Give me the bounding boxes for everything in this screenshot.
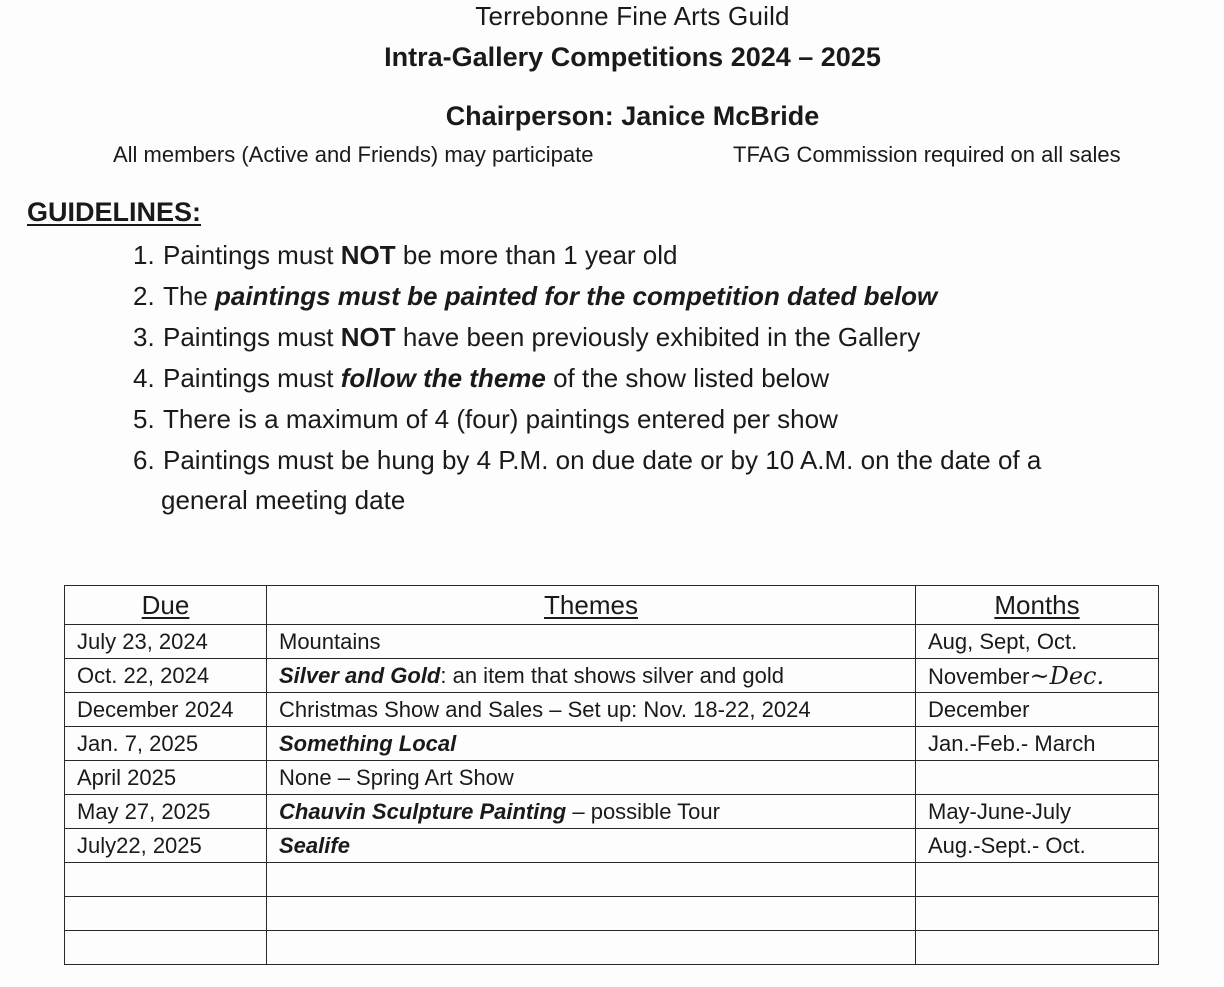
months-cell xyxy=(916,863,1159,897)
guideline-text: of the show listed below xyxy=(545,363,830,393)
guideline-number: 6. xyxy=(133,445,155,475)
due-cell: May 27, 2025 xyxy=(65,795,267,829)
table-row xyxy=(65,693,1159,727)
theme-cell xyxy=(267,795,916,829)
due-cell: December 2024 xyxy=(65,693,267,727)
theme-title: Something Local xyxy=(279,730,457,756)
table-header-row xyxy=(65,586,1159,625)
guideline-emphasis: NOT xyxy=(340,322,396,352)
organization-name: Terrebonne Fine Arts Guild xyxy=(475,1,790,31)
months-cell: Aug, Sept, Oct. xyxy=(916,625,1159,659)
handwritten-annotation: ~Dec. xyxy=(1029,661,1105,690)
theme-title: Chauvin Sculpture Painting xyxy=(279,798,567,824)
table-row xyxy=(65,795,1159,829)
guideline-continuation: general meeting date xyxy=(161,485,406,515)
guideline-item xyxy=(133,238,1041,279)
participation-note: All members (Active and Friends) may participate xyxy=(113,142,594,167)
table-row xyxy=(65,829,1159,863)
theme-cell xyxy=(267,863,916,897)
table-row-empty xyxy=(65,897,1159,931)
table-row-empty xyxy=(65,931,1159,965)
table-row xyxy=(65,727,1159,761)
theme-cell xyxy=(267,761,916,795)
guideline-item xyxy=(133,320,1041,361)
theme-title: Sealife xyxy=(279,832,350,858)
theme-description: None – Spring Art Show xyxy=(279,764,514,790)
theme-description: : an item that shows silver and gold xyxy=(440,662,784,688)
competition-schedule-table xyxy=(64,585,1159,965)
theme-cell xyxy=(267,625,916,659)
table-row xyxy=(65,761,1159,795)
due-cell: July22, 2025 xyxy=(65,829,267,863)
theme-cell xyxy=(267,659,916,693)
guideline-item xyxy=(133,402,1041,443)
theme-cell xyxy=(267,693,916,727)
theme-cell xyxy=(267,897,916,931)
months-cell xyxy=(916,761,1159,795)
chairperson-line: Chairperson: Janice McBride xyxy=(445,101,820,131)
months-cell xyxy=(916,897,1159,931)
guideline-number: 3. xyxy=(133,322,155,352)
guideline-text: Paintings must xyxy=(163,363,341,393)
due-cell xyxy=(65,931,267,965)
guideline-text: Paintings must xyxy=(163,322,341,352)
commission-note: TFAG Commission required on all sales xyxy=(733,142,1121,167)
guideline-text: be more than 1 year old xyxy=(395,240,678,270)
months-cell: Aug.-Sept.- Oct. xyxy=(916,829,1159,863)
document-title: Intra-Gallery Competitions 2024 – 2025 xyxy=(384,42,881,72)
due-cell: Jan. 7, 2025 xyxy=(65,727,267,761)
column-header-months: Months xyxy=(916,586,1159,625)
guidelines-heading: GUIDELINES: xyxy=(27,197,202,227)
months-cell xyxy=(916,659,1159,693)
guideline-text: The xyxy=(163,281,216,311)
guideline-number: 5. xyxy=(133,404,155,434)
due-cell: July 23, 2024 xyxy=(65,625,267,659)
column-header-due: Due xyxy=(65,586,267,625)
theme-description: – possible Tour xyxy=(566,798,720,824)
due-cell: April 2025 xyxy=(65,761,267,795)
theme-cell xyxy=(267,829,916,863)
months-cell: Jan.-Feb.- March xyxy=(916,727,1159,761)
months-cell: May-June-July xyxy=(916,795,1159,829)
guidelines-list xyxy=(133,238,1041,517)
due-cell: Oct. 22, 2024 xyxy=(65,659,267,693)
guideline-text: There is a maximum of 4 (four) paintings entered per show xyxy=(163,404,838,434)
guideline-emphasis: follow the theme xyxy=(340,363,546,393)
column-header-themes: Themes xyxy=(267,586,916,625)
theme-cell xyxy=(267,931,916,965)
guideline-number: 4. xyxy=(133,363,155,393)
guideline-item xyxy=(133,443,1041,517)
guideline-text: Paintings must be hung by 4 P.M. on due date or by 10 A.M. on the date of a xyxy=(163,445,1042,475)
guideline-emphasis: NOT xyxy=(340,240,396,270)
months-cell: December xyxy=(916,693,1159,727)
guideline-item xyxy=(133,279,1041,320)
theme-title: Silver and Gold xyxy=(279,662,441,688)
guideline-item xyxy=(133,361,1041,402)
table-row xyxy=(65,625,1159,659)
guideline-number: 2. xyxy=(133,281,155,311)
guideline-number: 1. xyxy=(133,240,155,270)
guideline-text: Paintings must xyxy=(163,240,341,270)
theme-description: Mountains xyxy=(279,628,381,654)
due-cell xyxy=(65,863,267,897)
table-row-empty xyxy=(65,863,1159,897)
guideline-text: have been previously exhibited in the Gallery xyxy=(395,322,921,352)
theme-description: Christmas Show and Sales – Set up: Nov. 18-22, 2024 xyxy=(279,696,811,722)
guideline-emphasis: paintings must be painted for the competition dated below xyxy=(215,281,938,311)
months-cell xyxy=(916,931,1159,965)
due-cell xyxy=(65,897,267,931)
theme-cell xyxy=(267,727,916,761)
months-text: November xyxy=(928,663,1030,689)
table-row xyxy=(65,659,1159,693)
